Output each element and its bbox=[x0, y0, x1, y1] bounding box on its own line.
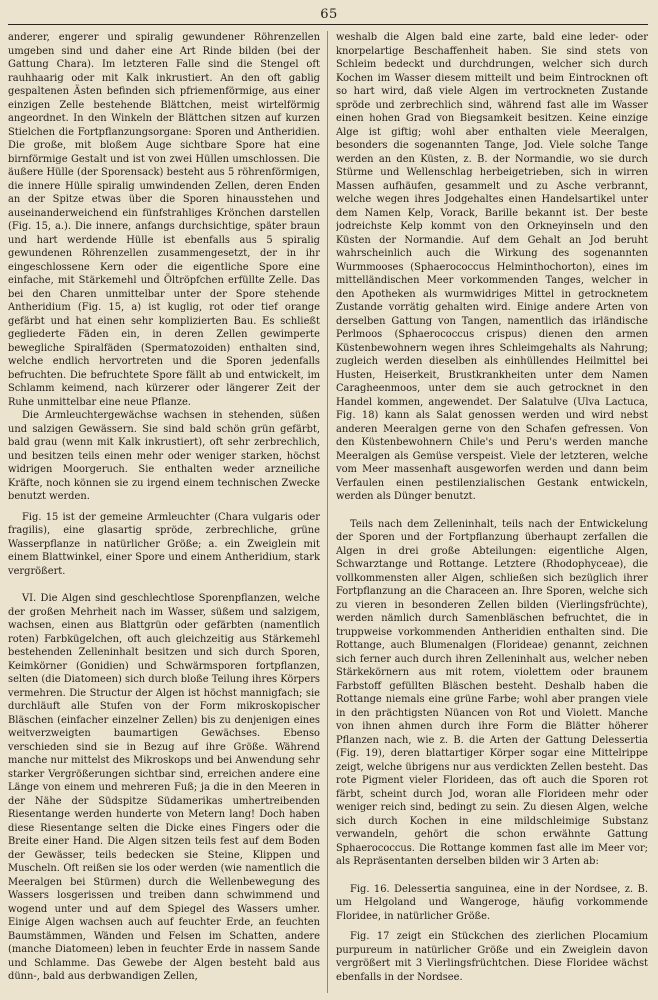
header-rule bbox=[8, 24, 648, 25]
section-vi-algen: VI. Die Algen sind geschlechtlose Sporenpflanzen, welche der großen Mehrheit nach im Wasser, süßem und salzigem, wachsen, einen aus Blattgrün oder gefärbten (namentlich roten) Farbkügelchen, oft auch gleichzeitig aus Stärkemehl bestehenden Zelleninhalt besitzen und sich durch Sporen, Keimkörner (Gonidien) und Schwärmsporen fortpflanzen, selten (die Diatomeen) sich durch bloße Teilung ihres Körpers vermehren. Die Structur der Algen ist höchst mannigfach; sie durchläuft alle Stufen von der Form mikroskopischer Bläschen (einfacher einzelner Zellen) bis zu denjenigen eines weitverzweigten baumartigen Gewächses. Ebenso verschieden sind sie in Bezug auf ihre Größe. Während manche nur mittelst des Mikroskops und bei Anwendung sehr starker Vergrößerungen sichtbar sind, erreichen andere eine Länge von einem und mehreren Fuß; ja die in den Meeren in der Nähe der Südspitze Südamerikas umhertreibenden Riesentange werden hunderte von Metern lang! Doch haben diese Riesentange selten die Dicke eines Fingers oder die Breite einer Hand. Die Algen sitzen teils fest auf dem Boden der Gewässer, teils bedecken sie Steine, Klippen und Muscheln. Oft reißen sie los oder werden (wie namentlich die Meeralgen bei Stürmen) durch die Wellenbewegung des Wassers losgerissen und treiben dann schwimmend und wogend unter und auf dem Spiegel des Wassers umher. Einige Algen wachsen auch auf feuchter Erde, an feuchten Baumstämmen, Wänden und Felsen im Schatten, andere (manche Diatomeen) leben in feuchter Erde in nassem Sande und Schlamme. Das Gewebe der Algen besteht bald aus dünn-, bald aus derbwandigen Zellen, bbox=[8, 593, 320, 982]
right-column bbox=[336, 31, 648, 993]
paragraph-chara-structure: anderer, engerer und spiralig gewundener Röhrenzellen umgeben sind und daher eine Art Rinde bilden (bei der Gattung Chara). Im letzteren Falle sind die Stengel oft rauhhaarig oder mit Kalk inkrustiert. An den oft gablig gespaltenen Ästen befinden sich pfriemenförmige, aus einer einzigen Zelle bestehende Blättchen, meist wirtelförmig angeordnet. In den Winkeln der Blättchen sitzen auf kurzen Stielchen die Fortpflanzungsorgane: Sporen und Antheridien. Die große, mit bloßem Auge sichtbare Spore hat eine birnförmige Gestalt und ist von zwei Hüllen umschlossen. Die äußere Hülle (der Sporensack) besteht aus 5 röhrenförmigen, die innere Hülle spiralig umwindenden Zellen, deren Enden an der Spitze etwas über die Sporen hinausstehen und auseinanderweichend ein fünfstrahliges Krönchen darstellen (Fig. 15, a.). Die innere, anfangs durchsichtige, später braun und hart werdende Hülle ist ebenfalls aus 5 spiralig gewundenen Röhrenzellen zusammengesetzt, der in ihr eingeschlossene Kern oder die eigentliche Spore eine einfache, mit Stärkemehl und Öltröpfchen erfüllte Zelle. Das bei den Charen unmittelbar unter der Spore stehende Antheridium (Fig. 15, a) ist kuglig, rot oder tief orange gefärbt und hat einen sehr komplizierten Bau. Es schließt gegliederte Fäden ein, in deren Zellen gewimperte bewegliche Spiralfäden (Spermatozoiden) enthalten sind, welche endlich hervortreten und die Sporen jedenfalls befruchten. Die befruchtete Spore fällt ab und entwickelt, im Schlamm keimend, nach kürzerer oder längerer Zeit der Ruhe unmittelbar eine neue Pflanze. bbox=[8, 32, 320, 408]
paragraph-algen-properties: weshalb die Algen bald eine zarte, bald eine leder- oder knorpelartige Beschaffenheit haben. Sie sind stets von Schleim bedeckt und durchdrungen, welcher sich durch Kochen im Wasser diesem mitteilt und beim Eintrocknen oft so hart wird, daß viele Algen im vertrockneten Zustande spröde und zerbrechlich sind, während fast alle im Wasser einen hohen Grad von Biegsamkeit besitzen. Keine einzige Alge ist giftig; wohl aber enthalten viele Meeralgen, besonders die sogenannten Tange, Jod. Viele solche Tange werden an den Küsten, z. B. der Normandie, wo sie durch Stürme und Wellenschlag herbeigetrieben, sich in wirren Massen aufhäufen, gesammelt und zu Asche verbrannt, welche wegen ihres Jodgehaltes einen Handelsartikel unter dem Namen Kelp, Vorack, Barille bekannt ist. Der beste jodreichste Kelp kommt von den Orkneyinseln und den Küsten der Normandie. Auf dem Gehalt an Jod beruht wahrscheinlich auch die Wirkung des sogenannten Wurmmooses (Sphaerococcus Helminthochorton), eines im mittelländischen Meer vorkommenden Tanges, welcher in den Apotheken als wurmwidriges Mittel in getrocknetem Zustande vorrätig gehalten wird. Einige andere Arten von derselben Gattung von Tangen, namentlich das irländische Perlmoos (Sphaerococcus crispus) dienen den armen Küstenbewohnern wegen ihres Schleimgehalts als Nahrung; zugleich werden dieselben als einhüllendes Heilmittel bei Husten, Heiserkeit, Brustkrankheiten unter dem Namen Caragheenmoos, unter dem sie auch getrocknet in den Handel kommen, angewendet. Der Salatulve (Ulva Lactuca, Fig. 18) kann als Salat genossen werden und wird nebst anderen Meeralgen gerne von den Schafen gefressen. Von den Küstenbewohnern Chile's und Peru's werden manche Meeralgen als Gemüse verspeist. Viele der letzteren, welche vom Meer massenhaft ausgeworfen werden und dann beim Verfaulen einen pestilenzialischen Gestank entwickeln, werden als Dünger benutzt. bbox=[336, 32, 648, 502]
column-divider bbox=[327, 31, 328, 993]
figure-16-caption: Fig. 16. Delessertia sanguinea, eine in der Nordsee, z. B. um Helgoland und Wangeroge, häufig vorkommende Floridee, in natürlicher Größe. bbox=[336, 883, 648, 922]
figure-15-caption: Fig. 15 ist der gemeine Armleuchter (Chara vulgaris oder fragilis), eine glasartig spröde, zerbrechliche, grüne Wasserpflanze in natürlicher Größe; a. ein Zweiglein mit einem Blattwinkel, einer Spore und einem Antheridium, stark vergrößert. bbox=[8, 511, 320, 577]
left-column bbox=[8, 31, 320, 993]
figure-17-caption: Fig. 17 zeigt ein Stückchen des zierlichen Plocamium purpureum in natürlicher Größe und ein Zweiglein davon vergrößert mit 3 Vierlingsfrüchtchen. Diese Floridee wächst ebenfalls in der Nordsee. bbox=[336, 931, 648, 983]
paragraph-algen-classification: Teils nach dem Zelleninhalt, teils nach der Entwickelung der Sporen und der Fortpflanzung überhaupt zerfallen die Algen in drei große Abteilungen: eigentliche Algen, Schwarztange und Rottange. Letztere (Rhodophyceae), die vollkommensten aller Algen, schließen sich bezüglich ihrer Fortpflanzung an die Characeen an. Ihre Sporen, welche sich zu vieren in besonderen Zellen bilden (Vierlingsfrüchte), werden nämlich durch Samenbläschen befruchtet, die in truppweise vorkommenden Antheridien enthalten sind. Die Rottange, auch Blumenalgen (Florideae) genannt, zeichnen sich ferner auch durch ihren Zelleninhalt aus, welcher neben Stärkekörnern aus mit rotem, violettem oder braunem Farbstoff gefüllten Bläschen besteht. Deshalb haben die Rottange niemals eine grüne Farbe; wohl aber prangen viele in den prächtigsten Nüancen von Rot und Violett. Manche von ihnen ahmen durch ihre Form die Blätter höherer Pflanzen nach, wie z. B. die Arten der Gattung Delessertia (Fig. 19), deren blattartiger Körper sogar eine Mittelrippe zeigt, welche übrigens nur aus verdickten Zellen besteht. Das rote Pigment vieler Florideen, das oft auch die Sporen rot färbt, scheint durch Jod, woran alle Florideen mehr oder weniger reich sind, bedingt zu sein. Zu diesen Algen, welche sich durch Kochen in eine mildschleimige Substanz verwandeln, gehört die schon erwähnte Gattung Sphaerococcus. Die Rottange kommen fast alle im Meer vor; als Repräsentanten derselben bilden wir 3 Arten ab: bbox=[336, 518, 648, 867]
paragraph-chara-habitat: Die Armleuchtergewächse wachsen in stehenden, süßen und salzigen Gewässern. Sie sind bald schön grün gefärbt, bald grau (wenn mit Kalk inkrustiert), oft sehr zerbrechlich, und besitzen teils einen mehr oder weniger starken, höchst widrigen Moorgeruch. Sie enthalten weder arzneiliche Kräfte, noch können sie zu irgend einem technischen Zwecke benutzt werden. bbox=[8, 410, 320, 502]
page-number: 65 bbox=[320, 7, 338, 22]
